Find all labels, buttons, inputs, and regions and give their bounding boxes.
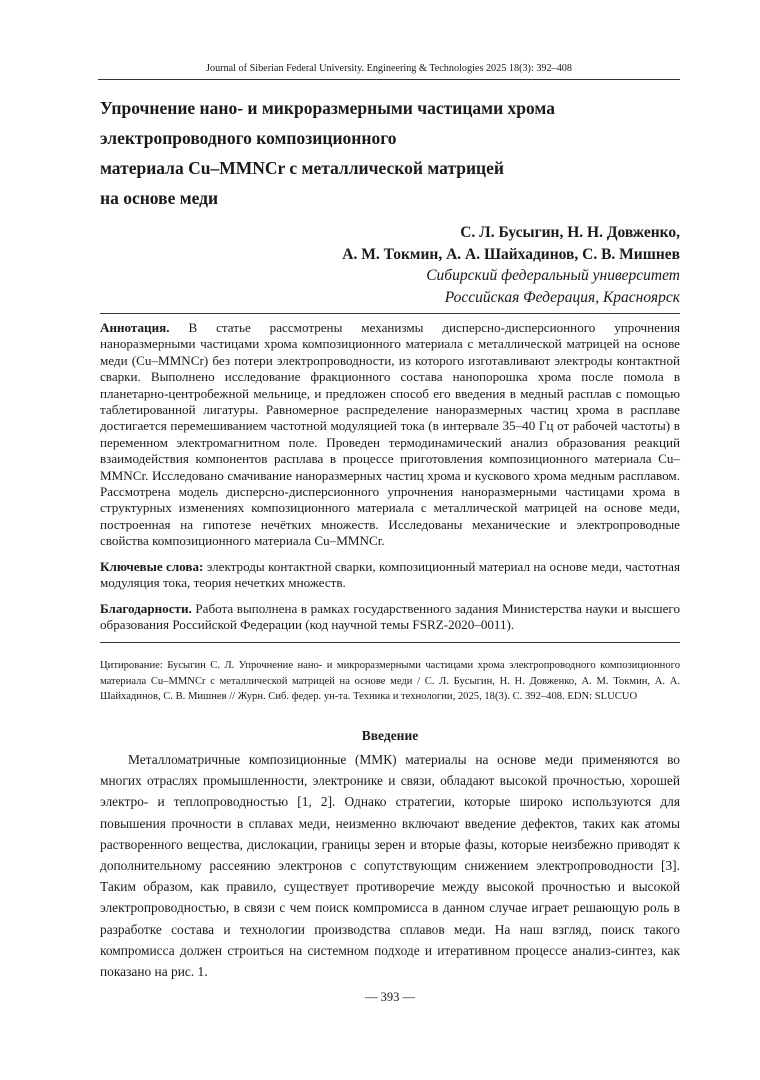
abstract-text: В статье рассмотрены механизмы дисперсно-дисперсионного упрочнения наноразмерными частицами хрома композиционного материала с металлической матрицей на основе меди (Cu–MMNCr) без потери электропроводности, из которого изготавливают электроды контактной сварки. Выполнено исследование фракционного состава нанопорошка хрома после помола в планетарно-центробежной мельнице, и предложен способ его введения в медный расплав с помощью таблетированной лигатуры. Равномерное распределение наноразмерных частиц хрома в расплаве достигается перемешиванием частотной модуляцией тока (в интервале 35–40 Гц от рабочей частоты) в переменном электромагнитном поле. Проведен термодинамический анализ образования реакций взаимодействия компонентов расплава в процессе приготовления композиционного материала Cu–MMNCr. Исследовано смачивание наноразмерных частиц хрома и кускового хрома медным расплавом. Рассмотрена модель дисперсно-дисперсионного упрочнения наноразмерными частицами хрома в структурных изменениях композиционного материала с металлической матрицей на основе меди, построенная на гипотезе нечётких множеств. Исследованы механические и электропроводные свойства композиционного материала Cu–MMNCr. [100,320,680,549]
keywords-text: электроды контактной сварки, композиционный материал на основе меди, частотная модуляция тока, теория нечетких множеств. [100,558,680,591]
affiliation-line: Сибирский федеральный университет [426,267,680,284]
title-line: материала Cu–MMNCr с металлической матрицей [100,158,504,178]
abstract [100,320,680,550]
page-number: — 393 — [365,990,415,1004]
title-line: Упрочнение нано- и микроразмерными частицами хрома [100,98,555,118]
abstract-label: Аннотация. [100,320,170,335]
title-line: электропроводного композиционного [100,128,397,148]
affiliation-line: Российская Федерация, Красноярск [444,289,680,306]
article-title [100,93,680,213]
acknowledgements-label: Благодарности. [100,600,192,616]
body-text [100,749,680,982]
acknowledgements [100,601,680,644]
affiliation [120,265,680,309]
title-line: на основе меди [100,188,219,208]
authors [120,222,680,266]
authors-line: А. М. Токмин, А. А. Шайхадинов, С. В. Мишнев [342,246,680,263]
abstract-block [100,313,680,643]
citation: Цитирование: Бусыгин С. Л. Упрочнение нано- и микроразмерными частицами хрома электропроводного композиционного материала Cu–MMNCr с металлической матрицей на основе меди / С. Л. Бусыгин, Н. Н. Довженко, А. М. Токмин, А. А. Шайхадинов, С. В. Мишнев // Журн. Сиб. федер. ун-та. Техника и технологии, 2025, 18(3). С. 392–408. EDN: SLUCUO [100,660,680,702]
keywords [100,559,680,592]
authors-line: С. Л. Бусыгин, Н. Н. Довженко, [460,224,680,241]
running-head: Journal of Siberian Federal University. Engineering & Technologies 2025 18(3): 392–408 [98,63,680,80]
section-heading: Введение [361,728,419,743]
keywords-label: Ключевые слова: [100,558,204,574]
acknowledgements-text: Работа выполнена в рамках государственного задания Министерства науки и высшего образования Российской Федерации (код научной темы FSRZ-2020–0011). [100,600,681,632]
intro-paragraph: Металломатричные композиционные (ММК) материалы на основе меди применяются во многих отраслях промышленности, электронике и связи, обладают высокой прочностью, хорошей электро- и теплопроводностью [1, 2]. Однако стратегии, которые широко используются для повышения прочности в сплавах меди, неизменно включают введение дефектов, таких как атомы растворенного вещества, дислокации, границы зерен и вторые фазы, которые неизбежно приводят к дополнительному рассеянию электронов с сопутствующим снижением электропроводности [3]. Таким образом, как правило, существует противоречие между высокой прочностью и высокой электропроводностью, в связи с чем поиск компромисса в данном случае играет решающую роль в разработке состава и технологии производства сплавов меди. На наш взгляд, поиск такого компромисса должен строиться на системном подходе и итеративном процессе анализ-синтез, как показано на рис. 1. [100,752,680,980]
